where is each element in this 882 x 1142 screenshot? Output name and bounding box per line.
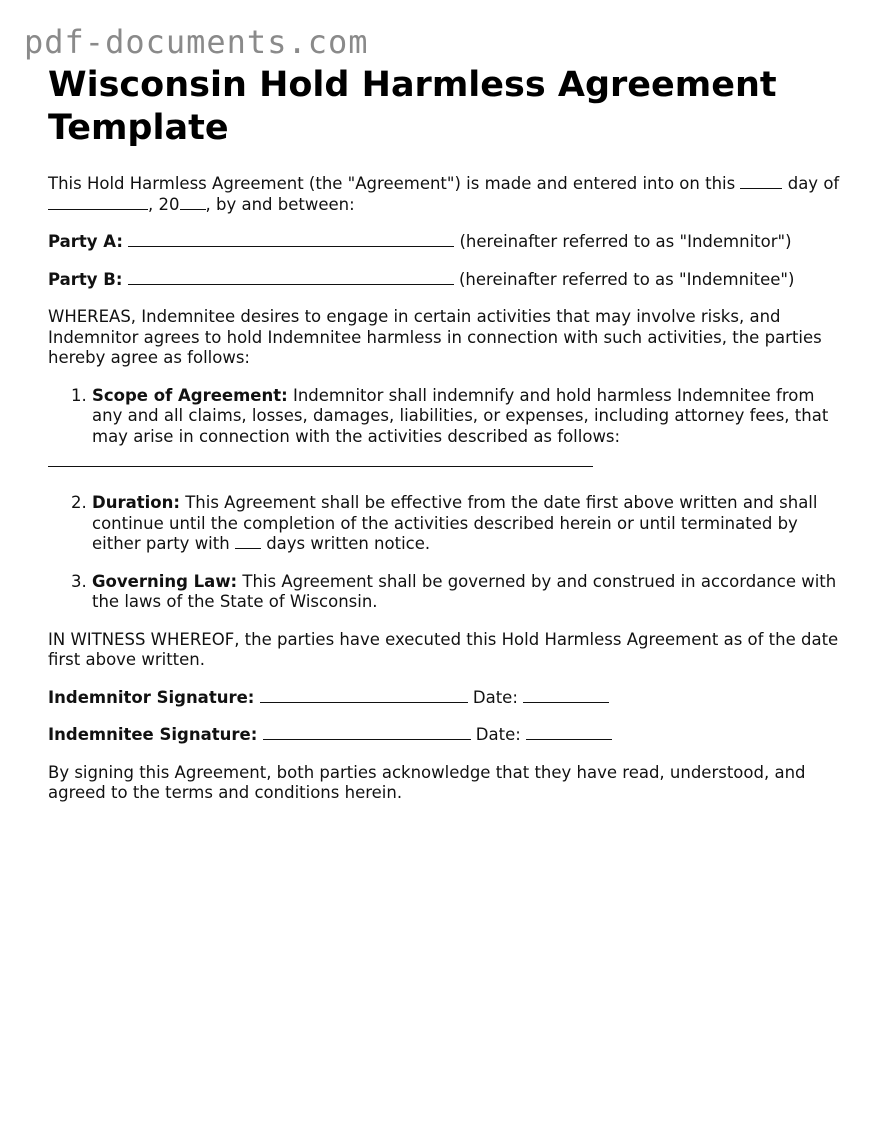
clause-scope-text: Indemnitor shall indemnify and hold harmless Indemnitee from any and all claims, losses, damages, liabilities, or expenses, including attorney fees, that may arise in connection with the activities described as follows: bbox=[92, 385, 829, 446]
intro-text-3: , 20 bbox=[148, 194, 180, 214]
year-blank[interactable] bbox=[180, 195, 206, 210]
party-b-label: Party B: bbox=[48, 269, 123, 289]
party-a-line bbox=[48, 232, 848, 253]
notice-days-blank[interactable] bbox=[235, 534, 261, 549]
indemnitee-signature-blank[interactable] bbox=[263, 725, 471, 740]
intro-text-1: This Hold Harmless Agreement (the "Agreement") is made and entered into on this bbox=[48, 174, 736, 193]
clause-law-heading: Governing Law: bbox=[92, 571, 238, 591]
clause-governing-law bbox=[92, 572, 848, 613]
indemnitee-date-blank[interactable] bbox=[526, 725, 612, 740]
whereas-paragraph: WHEREAS, Indemnitee desires to engage in certain activities that may involve risks, and Indemnitor agrees to hold Indemnitee harmless in connection with such activities, the parties hereby agree as follows: bbox=[48, 307, 822, 367]
clause-scope bbox=[92, 386, 848, 448]
clause-duration-text-end: days written notice. bbox=[266, 534, 431, 553]
intro-paragraph bbox=[48, 174, 848, 215]
party-a-suffix: (hereinafter referred to as "Indemnitor") bbox=[459, 232, 792, 251]
clause-list-1 bbox=[48, 386, 848, 448]
indemnitor-date-blank[interactable] bbox=[523, 688, 609, 703]
clause-duration bbox=[92, 493, 848, 555]
indemnitor-signature-blank[interactable] bbox=[260, 688, 468, 703]
party-b-line bbox=[48, 270, 848, 291]
activities-blank[interactable] bbox=[48, 465, 593, 467]
document-page bbox=[48, 64, 848, 804]
witness-paragraph: IN WITNESS WHEREOF, the parties have executed this Hold Harmless Agreement as of the date first above written. bbox=[48, 629, 839, 669]
intro-text-4: , by and between: bbox=[205, 194, 355, 214]
intro-text-2: day of bbox=[787, 174, 840, 193]
month-blank[interactable] bbox=[48, 195, 148, 210]
clause-duration-heading: Duration: bbox=[92, 493, 180, 512]
indemnitor-signature-line bbox=[48, 688, 848, 709]
indemnitor-date-label: Date: bbox=[472, 687, 518, 707]
indemnitee-signature-label: Indemnitee Signature: bbox=[48, 725, 258, 744]
clause-list-2 bbox=[48, 493, 848, 613]
clause-duration-text: This Agreement shall be effective from the date first above written and shall continue until the completion of the activities described herein or until terminated by either party with bbox=[92, 493, 818, 553]
final-paragraph: By signing this Agreement, both parties acknowledge that they have read, understood, and agreed to the terms and conditions herein. bbox=[48, 762, 806, 802]
party-b-suffix: (hereinafter referred to as "Indemnitee") bbox=[458, 269, 795, 289]
party-b-blank[interactable] bbox=[128, 270, 454, 285]
party-a-label: Party A: bbox=[48, 232, 123, 251]
indemnitor-signature-label: Indemnitor Signature: bbox=[48, 687, 255, 707]
clause-scope-heading: Scope of Agreement: bbox=[92, 385, 288, 405]
party-a-blank[interactable] bbox=[128, 232, 454, 247]
indemnitee-date-label: Date: bbox=[475, 725, 521, 744]
clause-law-text: This Agreement shall be governed by and construed in accordance with the laws of the State of Wisconsin. bbox=[92, 571, 837, 611]
document-title: Wisconsin Hold Harmless Agreement Template bbox=[48, 65, 777, 148]
watermark: pdf-documents.com bbox=[24, 23, 369, 61]
indemnitee-signature-line bbox=[48, 725, 848, 746]
day-blank[interactable] bbox=[740, 174, 782, 189]
